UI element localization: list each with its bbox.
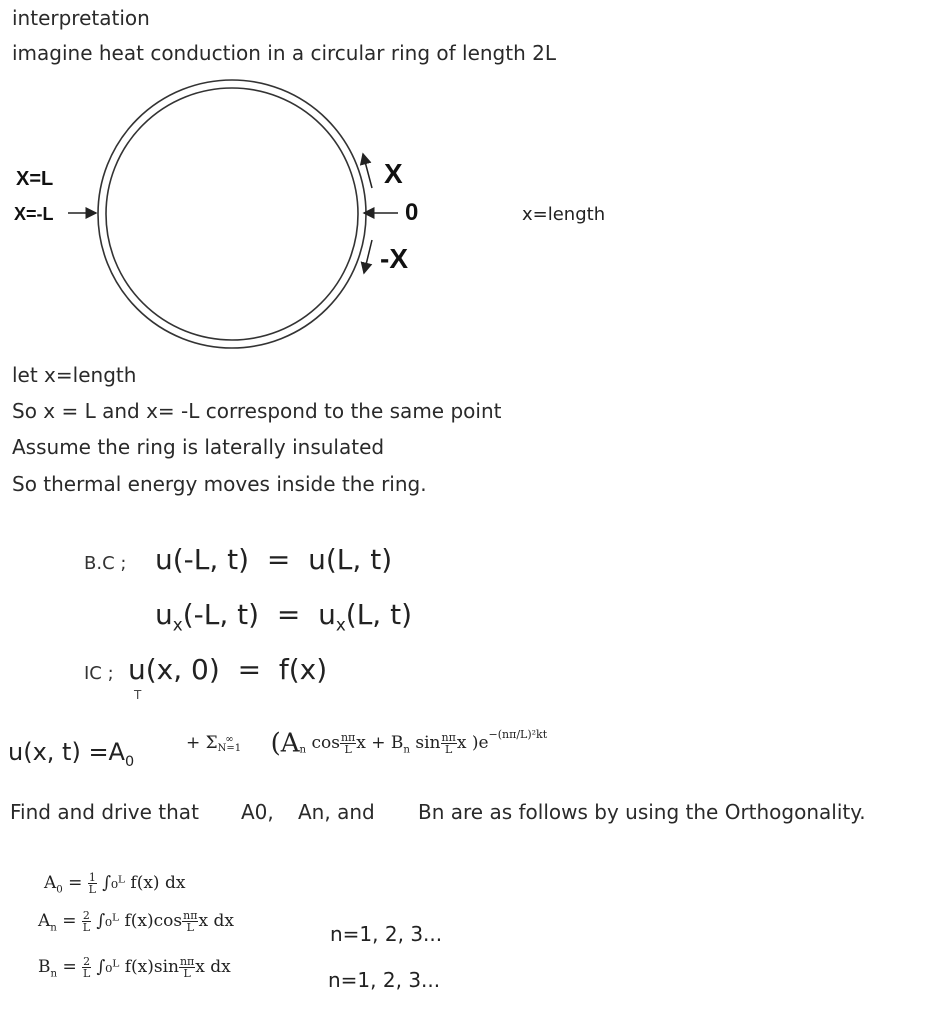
bn-range: n=1, 2, 3... (328, 968, 441, 992)
formula-an: $A_n$ = $\frac{2}{L}$ ∫₀ᴸ f(x)cos $\frac{n\pi}{L}$ x dx (38, 909, 234, 934)
formula-bn: $B_n$ = $\frac{2}{L}$ ∫₀ᴸ f(x)sin $\frac{n\pi}{L}$ x dx (38, 955, 231, 980)
note-line: Assume the ring is laterally insulated (12, 435, 385, 459)
note-line: So x = L and x= -L correspond to the same point (12, 399, 502, 423)
ic-label: IC ; (84, 663, 114, 684)
ic-equation: u(x, 0) = f(x) (128, 653, 328, 686)
instruction-bn: Bn are as follows by using the Orthogonality. (418, 800, 866, 824)
arrow-positive-x (363, 154, 372, 188)
note-line: let x=length (12, 363, 137, 387)
section-title: interpretation (12, 6, 150, 30)
formula-a0: $A_0$ = $\frac{1}{L}$ ∫₀ᴸ f(x) dx (44, 871, 186, 896)
bc-equation-1: u(-L, t) = u(L, t) (155, 543, 393, 576)
bc-label: B.C ; (84, 553, 127, 574)
note-line: So thermal energy moves inside the ring. (12, 472, 427, 496)
instruction-find: Find and drive that (10, 800, 199, 824)
instruction-an: An, and (298, 800, 375, 824)
label-x-equals-L: X=L (16, 168, 54, 190)
intro-text: imagine heat conduction in a circular ring of length 2L (12, 41, 556, 65)
label-positive-x: X (384, 158, 403, 189)
an-range: n=1, 2, 3... (330, 922, 443, 946)
arrow-negative-x (364, 240, 372, 273)
ring-inner-circle (106, 88, 358, 340)
solution-series: + Σ ∞ N=1 ($A_n$ cos $\frac{n\pi}{L}$ $x + B_n$ sin $\frac{n\pi}{L}$ x )$e^{-(n\pi/L)^2kt}$ (186, 728, 548, 759)
ic-mark: T (134, 688, 142, 702)
label-negative-x: -X (380, 243, 408, 274)
solution-lhs: u(x, $t) =A_0$ (8, 738, 135, 770)
ring-outer-circle (98, 80, 366, 348)
instruction-a0: A0, (241, 800, 274, 824)
bc-equation-2: $u_x(-L$, $t) = u_x(L$, t) (155, 598, 412, 635)
label-x-length: x=length (522, 204, 606, 225)
label-x-equals-negL: X=-L (14, 204, 54, 224)
label-origin: 0 (405, 199, 419, 226)
